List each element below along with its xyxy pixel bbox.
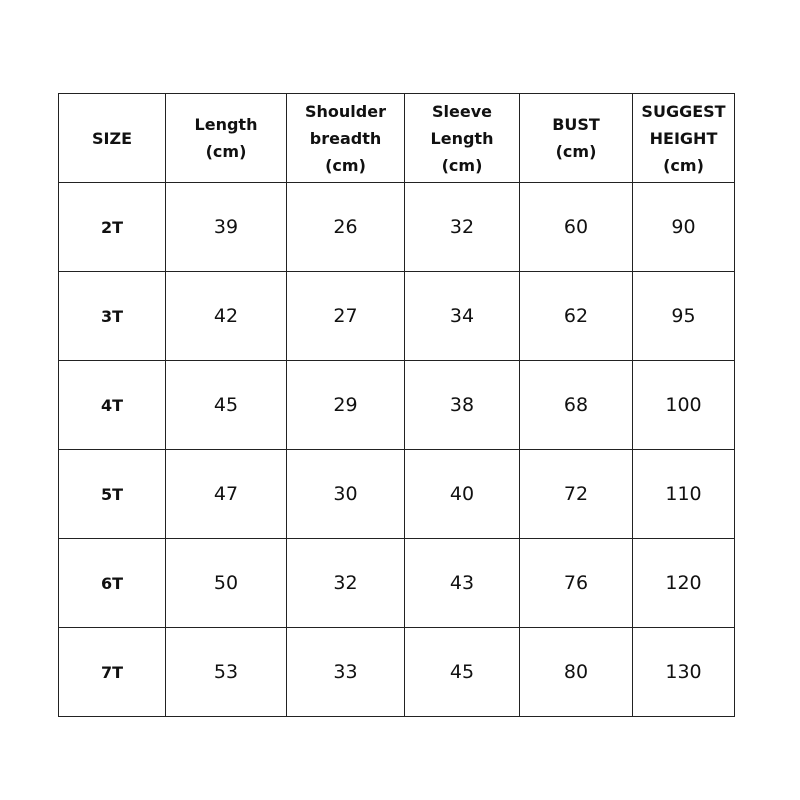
size-chart-table	[58, 93, 735, 717]
length-cell: 53	[166, 628, 287, 717]
header-line: SIZE	[91, 128, 132, 148]
shoulder-cell: 32	[287, 539, 405, 628]
header-line: (cm)	[205, 142, 247, 161]
shoulder-cell: 27	[287, 272, 405, 361]
height-cell: 100	[633, 361, 735, 450]
header-line: BUST	[552, 115, 600, 134]
bust-cell: 80	[520, 628, 633, 717]
header-size	[59, 94, 166, 183]
table-row	[59, 272, 735, 361]
size-cell: 6T	[59, 539, 166, 628]
header-line: HEIGHT	[649, 128, 718, 148]
bust-cell: 72	[520, 450, 633, 539]
height-cell: 130	[633, 628, 735, 717]
header-line: Length	[430, 128, 494, 148]
header-line: Sleeve	[432, 101, 492, 121]
sleeve-cell: 40	[405, 450, 520, 539]
size-cell: 7T	[59, 628, 166, 717]
header-line: breadth	[309, 128, 382, 148]
table-row	[59, 183, 735, 272]
header-line: Shoulder	[305, 101, 386, 121]
size-cell: 4T	[59, 361, 166, 450]
header-length	[166, 94, 287, 183]
length-cell: 47	[166, 450, 287, 539]
sleeve-cell: 43	[405, 539, 520, 628]
height-cell: 90	[633, 183, 735, 272]
header-line: (cm)	[441, 155, 483, 175]
size-cell: 2T	[59, 183, 166, 272]
sleeve-cell: 38	[405, 361, 520, 450]
length-cell: 39	[166, 183, 287, 272]
sleeve-cell: 34	[405, 272, 520, 361]
height-cell: 95	[633, 272, 735, 361]
length-cell: 42	[166, 272, 287, 361]
shoulder-cell: 26	[287, 183, 405, 272]
size-cell: 5T	[59, 450, 166, 539]
bust-cell: 68	[520, 361, 633, 450]
header-line: (cm)	[555, 142, 597, 161]
header-line: (cm)	[325, 155, 366, 175]
sleeve-cell: 32	[405, 183, 520, 272]
shoulder-cell: 29	[287, 361, 405, 450]
header-line: Length	[194, 115, 258, 134]
size-chart-header	[59, 94, 735, 183]
bust-cell: 60	[520, 183, 633, 272]
size-cell: 3T	[59, 272, 166, 361]
header-shoulder-breadth	[287, 94, 405, 183]
bust-cell: 62	[520, 272, 633, 361]
table-row	[59, 539, 735, 628]
length-cell: 45	[166, 361, 287, 450]
table-row	[59, 450, 735, 539]
length-cell: 50	[166, 539, 287, 628]
table-row	[59, 361, 735, 450]
bust-cell: 76	[520, 539, 633, 628]
header-sleeve-length	[405, 94, 520, 183]
height-cell: 110	[633, 450, 735, 539]
header-row	[59, 94, 735, 183]
shoulder-cell: 30	[287, 450, 405, 539]
header-bust	[520, 94, 633, 183]
header-suggest-height	[633, 94, 735, 183]
height-cell: 120	[633, 539, 735, 628]
header-line: (cm)	[663, 155, 704, 175]
size-chart-body	[59, 183, 735, 717]
table-row	[59, 628, 735, 717]
shoulder-cell: 33	[287, 628, 405, 717]
sleeve-cell: 45	[405, 628, 520, 717]
header-line: SUGGEST	[641, 101, 726, 121]
